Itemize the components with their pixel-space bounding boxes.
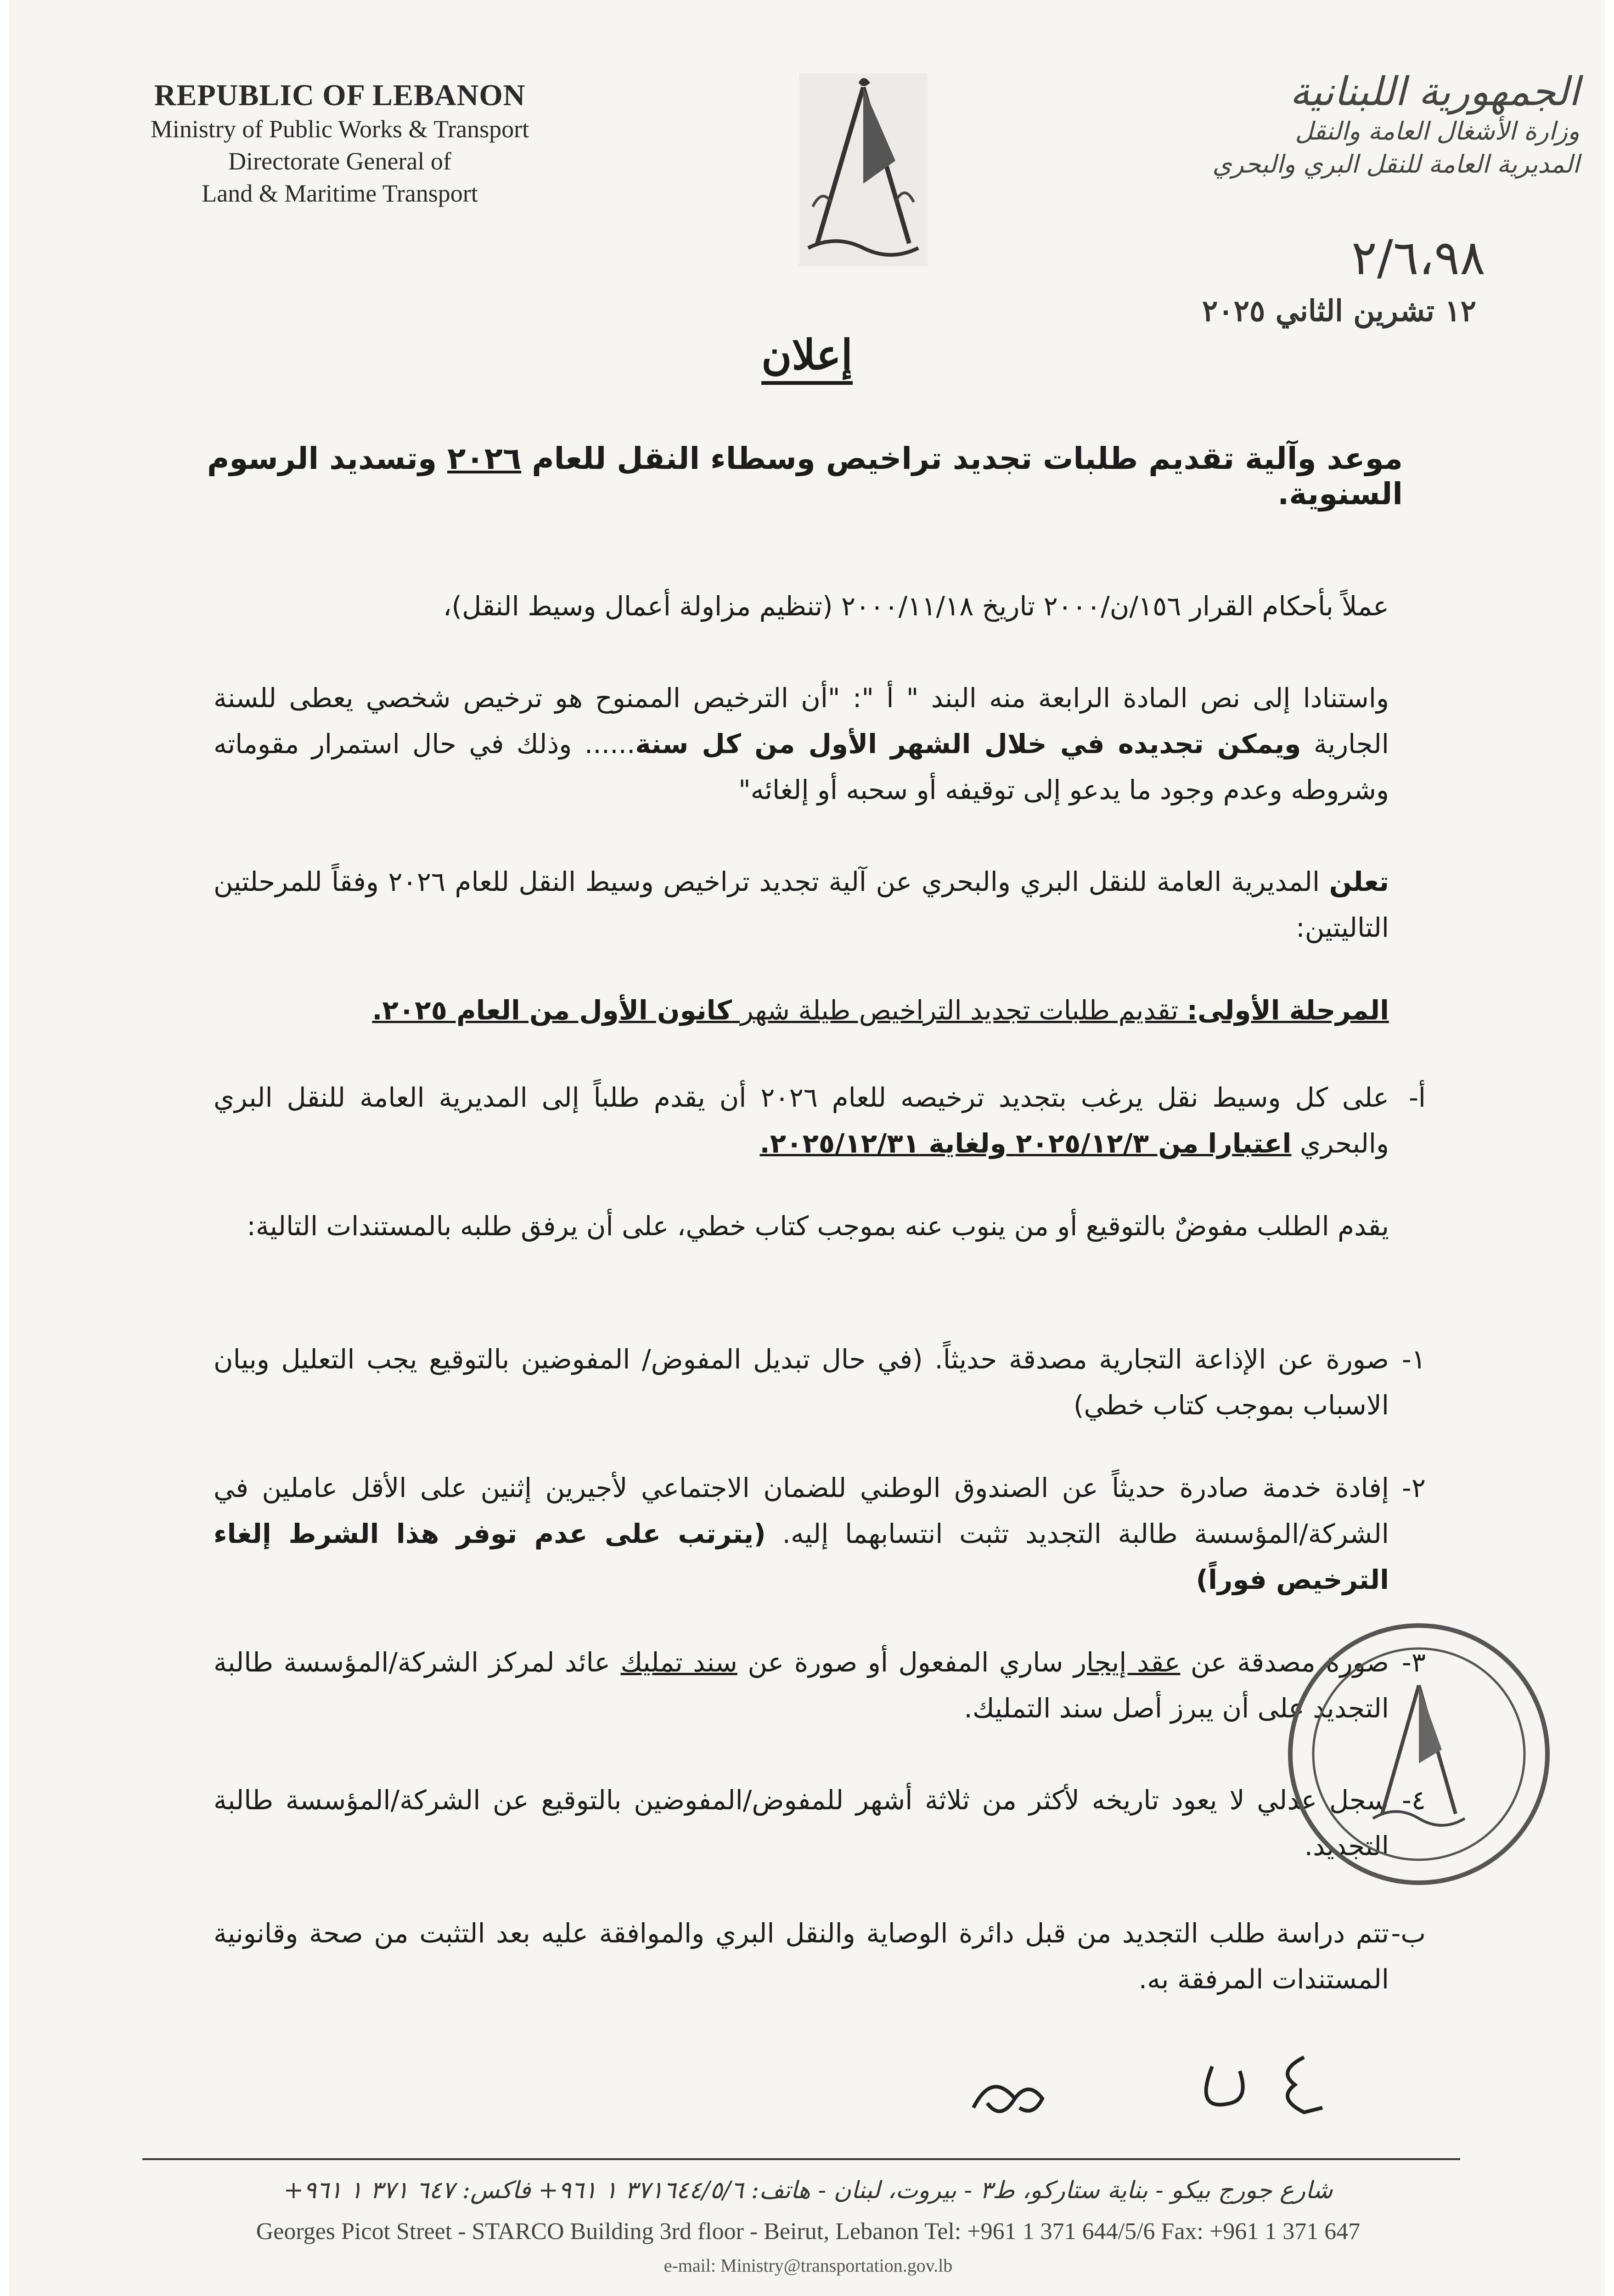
republic-line: REPUBLIC OF LEBANON bbox=[154, 79, 526, 112]
english-letterhead bbox=[129, 78, 551, 209]
subject-line: موعد وآلية تقديم طلبات تجديد تراخيص وسطاء النقل للعام ٢٠٢٦ وتسديد الرسوم السنوية. bbox=[207, 441, 1403, 512]
paragraph-announce: تعلن المديرية العامة للنقل البري والبحري عن آلية تجديد تراخيص وسيط النقل للعام ٢٠٢٦ وفقاً للمرحلتين التاليتين: bbox=[214, 866, 1389, 943]
arabic-directorate-line: المديرية العامة للنقل البري والبحري bbox=[1212, 150, 1580, 179]
arabic-republic-line: الجمهورية اللبنانية bbox=[1290, 69, 1580, 115]
paragraph-decision: عملاً بأحكام القرار ١٥٦/ن/٢٠٠٠ تاريخ ٢٠٠٠/١١/١٨ (تنظيم مزاولة أعمال وسيط النقل)، bbox=[443, 591, 1389, 622]
footer-english-address: Georges Picot Street - STARCO Building 3rd floor - Beirut, Lebanon Tel: +961 1 371 644/5/6 Fax: +961 1 371 647 bbox=[256, 2218, 1361, 2245]
document-item-4: ٤- سجل عدلي لا يعود تاريخه لأكثر من ثلاثة أشهر للمفوض/المفوضين بالتوقيع عن الشركة/المؤسسة طالبة التجديد. bbox=[214, 1784, 1426, 1862]
reference-number: ٢/٦،٩٨ bbox=[1351, 230, 1485, 286]
announcement-title: إعلان bbox=[9, 331, 1605, 379]
ministry-line: Ministry of Public Works & Transport bbox=[150, 115, 529, 143]
official-stamp bbox=[1281, 1616, 1557, 1892]
document-item-1: ١- صورة عن الإذاعة التجارية مصدقة حديثاً. (في حال تبديل المفوض/ المفوضين بالتوقيع يجب التعليل وبيان الاسباب بموجب كتاب خطي) bbox=[214, 1344, 1426, 1421]
ministry-logo bbox=[790, 69, 937, 271]
document-item-3: ٣- صورة مصدقة عن عقد إيجار ساري المفعول أو صورة عن سند تمليك عائد لمركز الشركة/المؤسسة طالبة التجديد على أن يبرز أصل سند التمليك. bbox=[214, 1647, 1426, 1724]
footer-arabic-address: شارع جورج بيكو - بناية ستاركو، ط٣ - بيروت، لبنان - هاتف: ٣٧١٦٤٤/٥/٦ ١ ٩٦١+ فاكس: ٦٤٧ ٣٧١ ١ ٩٦١+ bbox=[283, 2177, 1333, 2204]
paragraph-article: واستنادا إلى نص المادة الرابعة منه البند " أ ": "أن الترخيص الممنوح هو ترخيص شخصي يعطى للسنة الجارية ويمكن تجديده في خلال الشهر الأول من كل سنة...... وذلك في حال استمرار مقوماته وشروطه وعدم وجود ما يدعو إلى توقيفه أو سحبه أو إلغائه" bbox=[214, 682, 1389, 805]
signature-marks bbox=[955, 2039, 1368, 2140]
directorate-line-2: Land & Maritime Transport bbox=[202, 180, 478, 207]
document-date: ١٢ تشرين الثاني ٢٠٢٥ bbox=[1202, 294, 1476, 328]
directorate-line: Directorate General of bbox=[228, 147, 451, 175]
footer-email: e-mail: Ministry@transportation.gov.lb bbox=[664, 2255, 953, 2276]
item-b: ب- تتم دراسة طلب التجديد من قبل دائرة الوصاية والنقل البري والموافقة عليه بعد التثبت من صحة وقانونية المستندات المرفقة به. bbox=[214, 1918, 1426, 1995]
document-page bbox=[9, 0, 1605, 2296]
item-a: أ- على كل وسيط نقل يرغب بتجديد ترخيصه للعام ٢٠٢٦ أن يقدم طلباً إلى المديرية العامة للنقل البري والبحري اعتبارا من ٢٠٢٥/١٢/٣ ولغاية ٢٠٢٥/١٢/٣١. bbox=[214, 1082, 1426, 1159]
arabic-ministry-line: وزارة الأشغال العامة والنقل bbox=[1295, 117, 1580, 146]
document-item-2: ٢- إفادة خدمة صادرة حديثاً عن الصندوق الوطني للضمان الاجتماعي لأجيرين إثنين على الأقل عاملين في الشركة/المؤسسة طالبة التجديد تثبت انتسابهما إليه. (يترتب على عدم توفر هذا الشرط إلغاء الترخيص فوراً) bbox=[214, 1472, 1426, 1595]
phase-one: المرحلة الأولى: تقديم طلبات تجديد التراخيص طيلة شهر كانون الأول من العام ٢٠٢٥. bbox=[372, 995, 1389, 1026]
footer-divider bbox=[142, 2158, 1460, 2160]
paragraph-documents-intro: يقدم الطلب مفوضٌ بالتوقيع أو من ينوب عنه بموجب كتاب خطي، على أن يرفق طلبه بالمستندات التالية: bbox=[247, 1210, 1389, 1242]
arabic-letterhead bbox=[1212, 69, 1580, 181]
